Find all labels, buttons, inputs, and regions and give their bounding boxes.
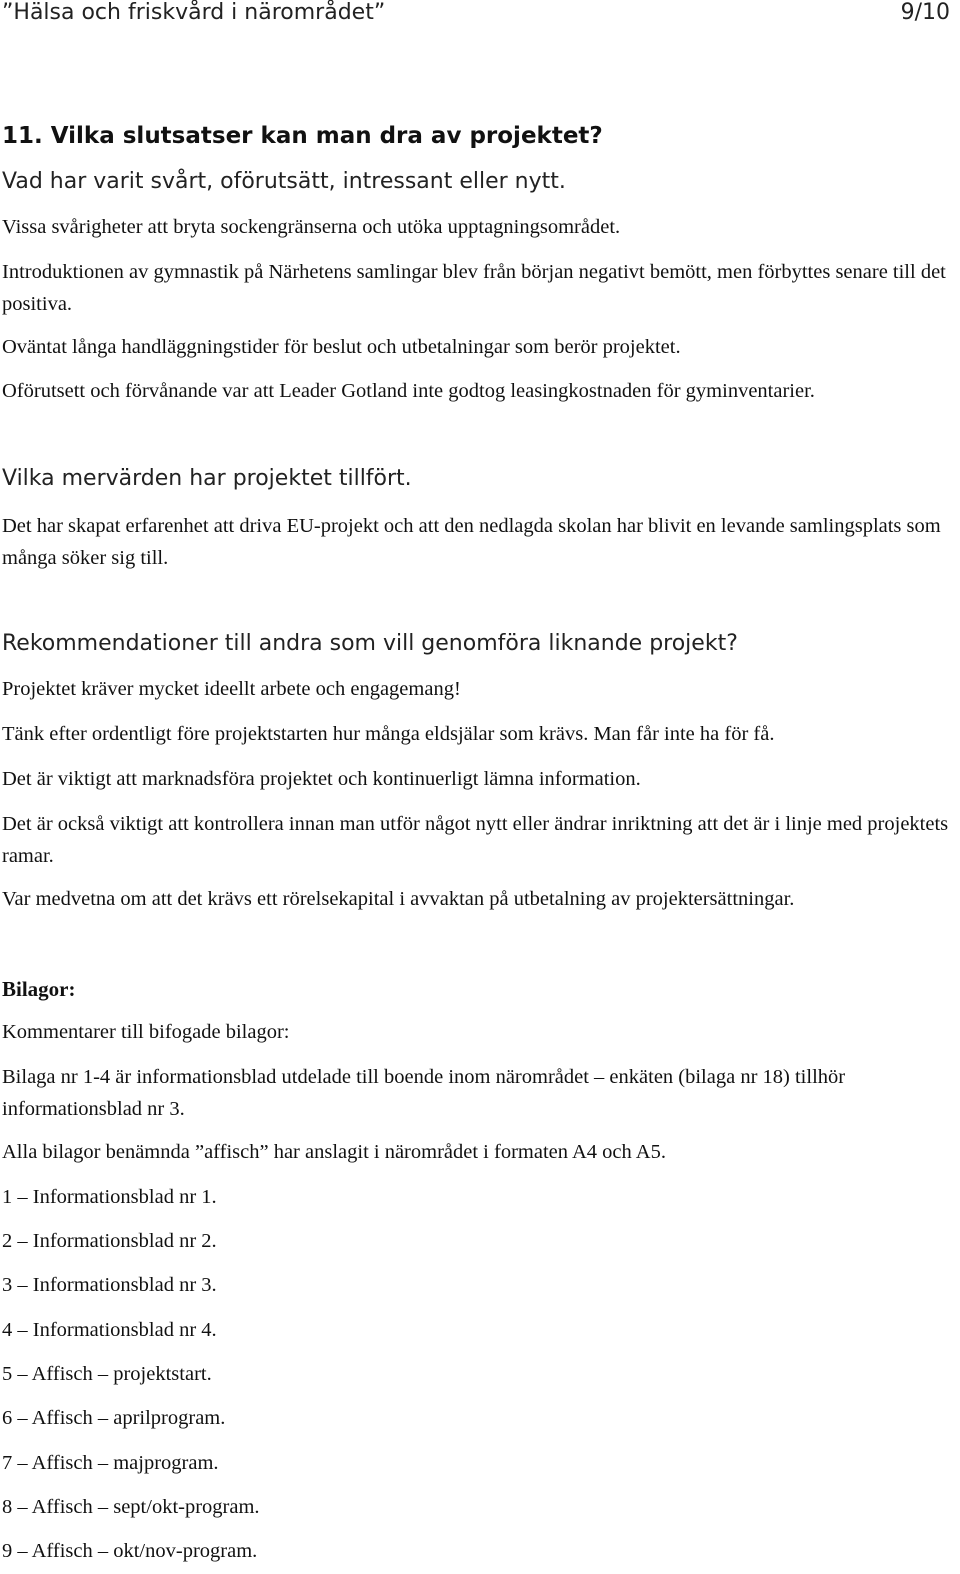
rekommendationer-heading: Rekommendationer till andra som vill genomföra liknande projekt?: [2, 631, 738, 656]
list-item: 4 – Informationsblad nr 4.: [2, 1319, 217, 1341]
list-item: 3 – Informationsblad nr 3.: [2, 1274, 217, 1296]
page-number: 9/10: [900, 0, 950, 25]
list-item: 7 – Affisch – majprogram.: [2, 1452, 219, 1474]
section-11-subheading: Vad har varit svårt, oförutsätt, intressant eller nytt.: [2, 169, 566, 194]
page-header: [0, 0, 960, 30]
mervarden-heading: Vilka mervärden har projektet tillfört.: [2, 466, 412, 491]
paragraph: Oförutsett och förvånande var att Leader Gotland inte godtog leasingkostnaden för gyminventarier.: [2, 380, 815, 402]
section-11-heading: 11. Vilka slutsatser kan man dra av projektet?: [2, 123, 603, 149]
paragraph: Alla bilagor benämnda ”affisch” har anslagit i närområdet i formaten A4 och A5.: [2, 1141, 666, 1163]
list-item: 9 – Affisch – okt/nov-program.: [2, 1540, 258, 1562]
paragraph: Det är också viktigt att kontrollera innan man utför något nytt eller ändrar inriktning att det är i linje med projektets ramar.: [2, 813, 949, 867]
document-title: ”Hälsa och friskvård i närområdet”: [2, 0, 386, 25]
paragraph: Oväntat långa handläggningstider för beslut och utbetalningar som berör projektet.: [2, 336, 681, 358]
list-item: 2 – Informationsblad nr 2.: [2, 1230, 217, 1252]
list-item: 5 – Affisch – projektstart.: [2, 1363, 212, 1385]
paragraph: Introduktionen av gymnastik på Närhetens samlingar blev från början negativt bemött, men förbyttes senare till det positiva.: [2, 261, 946, 315]
paragraph: Projektet kräver mycket ideellt arbete och engagemang!: [2, 678, 461, 700]
bilagor-heading: Bilagor:: [2, 977, 76, 1001]
paragraph: Var medvetna om att det krävs ett rörelsekapital i avvaktan på utbetalning av projektersättningar.: [2, 888, 795, 910]
paragraph: Tänk efter ordentligt före projektstarten hur många eldsjälar som krävs. Man får inte ha för få.: [2, 723, 775, 745]
list-item: 1 – Informationsblad nr 1.: [2, 1186, 217, 1208]
paragraph: Vissa svårigheter att bryta sockengränserna och utöka upptagningsområdet.: [2, 216, 621, 238]
paragraph: Det har skapat erfarenhet att driva EU-projekt och att den nedlagda skolan har blivit en levande samlingsplats som många söker sig till.: [2, 515, 941, 569]
paragraph: Bilaga nr 1-4 är informationsblad utdelade till boende inom närområdet – enkäten (bilaga nr 18) tillhör informationsblad nr 3.: [2, 1066, 846, 1120]
list-item: 8 – Affisch – sept/okt-program.: [2, 1496, 260, 1518]
list-item: 6 – Affisch – aprilprogram.: [2, 1407, 226, 1429]
paragraph: Kommentarer till bifogade bilagor:: [2, 1021, 290, 1043]
paragraph: Det är viktigt att marknadsföra projektet och kontinuerligt lämna information.: [2, 768, 641, 790]
